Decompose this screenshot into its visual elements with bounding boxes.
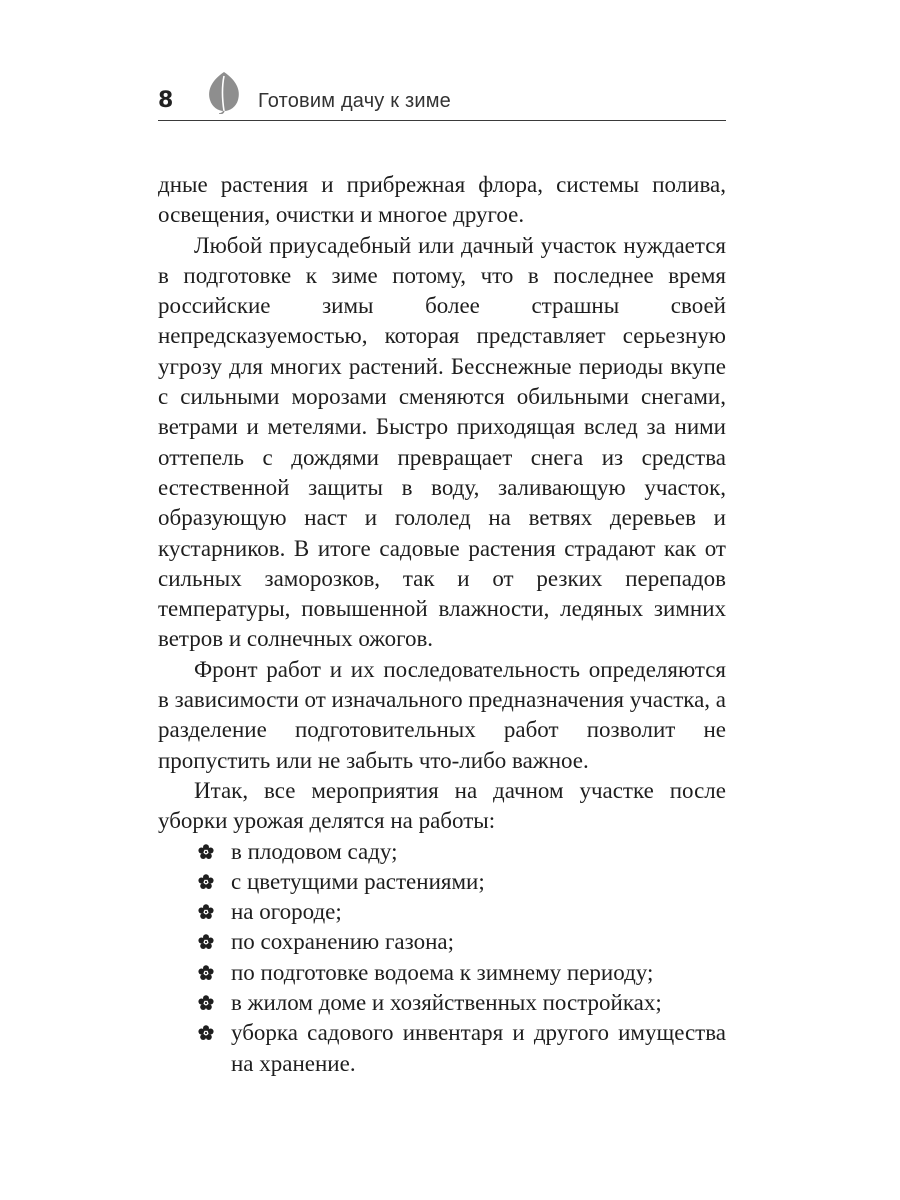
page-number: 8 <box>158 88 174 113</box>
list-item-text: на огороде; <box>231 899 342 925</box>
header-divider <box>158 120 726 121</box>
flower-icon <box>198 904 214 920</box>
flower-icon <box>198 1025 214 1041</box>
page-header <box>158 76 726 122</box>
list-item-text: по сохранению газона; <box>231 929 454 955</box>
flower-icon <box>198 965 214 981</box>
paragraph: Фронт работ и их последовательность определяются в зависимости от изначального предназначения участка, а разделение подготовительных работ позволит не пропустить или не забыть что-либо важное. <box>158 656 727 773</box>
list-item <box>158 927 726 957</box>
list-item-text: с цветущими растениями; <box>231 868 485 894</box>
list-item <box>158 837 726 867</box>
list-item <box>158 958 726 988</box>
list-item <box>158 988 726 1018</box>
list-item <box>158 897 726 927</box>
flower-icon <box>198 874 214 890</box>
list-item-text: по подготовке водоема к зимнему периоду; <box>231 959 654 985</box>
leaf-icon <box>204 70 244 114</box>
paragraph: Итак, все мероприятия на дачном участке после уборки урожая делятся на работы: <box>158 777 726 834</box>
list-item-text: уборка садового инвентаря и другого имущества на хранение. <box>231 1020 726 1076</box>
paragraph: Любой приусадебный или дачный участок нуждается в подготовке к зиме потому, что в последнее время российские зимы более страшны своей непредсказуемостью, которая представляет серьезную угрозу для многих растений. Бесснежные периоды вкупе с сильными морозами сменяются обильными снегами, ветрами и метелями. Быстро приходящая вслед за ними оттепель с дождями превращает снега из средства естественной защиты в воду, заливающую участок, образующую наст и гололед на ветвях деревьев и кустарников. В итоге садовые растения страдают как от сильных заморозков, так и от резких перепадов температуры, повышенной влажности, ледяных зимних ветров и солнечных ожогов. <box>158 232 726 652</box>
list-item-text: в жилом доме и хозяйственных постройках; <box>231 990 662 1016</box>
list-item <box>158 1018 726 1079</box>
list-item-text: в плодовом саду; <box>231 838 398 864</box>
flower-icon <box>198 934 214 950</box>
works-list <box>158 837 726 1079</box>
flower-icon <box>198 844 214 860</box>
body-text <box>158 170 726 1079</box>
list-item <box>158 867 726 897</box>
flower-icon <box>198 995 214 1011</box>
paragraph: дные растения и прибрежная флора, системы полива, освещения, очистки и многое другое. <box>158 172 726 228</box>
running-head: Готовим дачу к зиме <box>258 90 451 112</box>
